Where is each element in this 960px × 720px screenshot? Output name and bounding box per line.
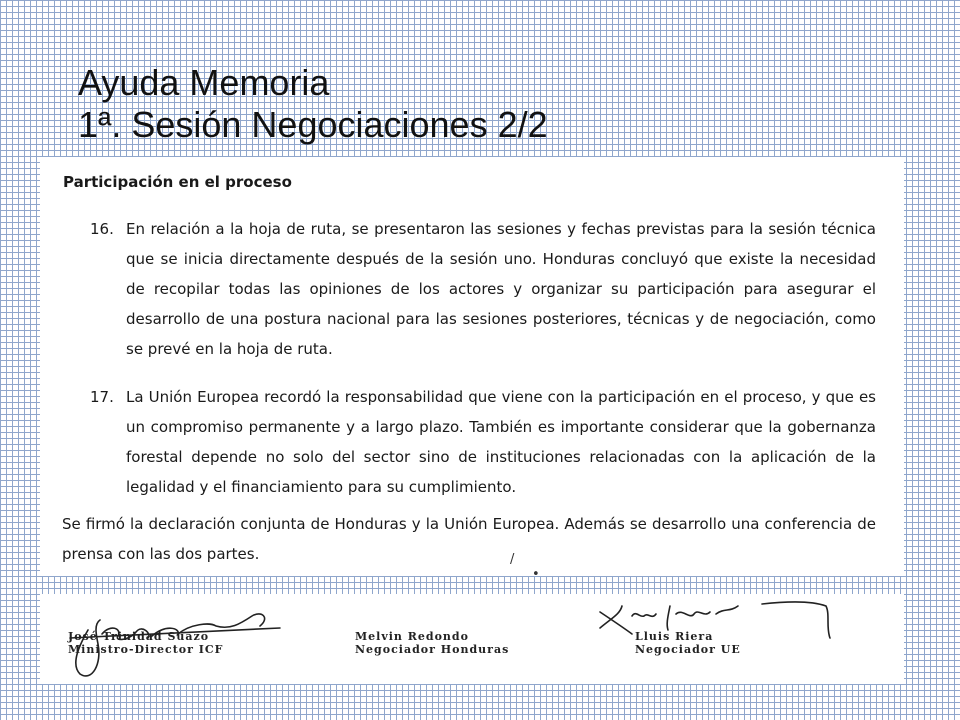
slide-title <box>78 62 548 146</box>
signatory-role: Negociador UE <box>635 643 741 656</box>
scan-mark: • <box>532 567 540 582</box>
signatory-3 <box>635 630 741 656</box>
section-heading: Participación en el proceso <box>63 173 292 191</box>
signatory-name: Lluis Riera <box>635 630 714 643</box>
scan-mark: / <box>510 552 515 567</box>
closing-paragraph: Se firmó la declaración conjunta de Honduras y la Unión Europea. Además se desarrollo una conferencia de prensa con las dos partes. <box>62 515 876 563</box>
slide-title-line-2: 1ª. Sesión Negociaciones 2/2 <box>78 104 548 145</box>
item-number: 16. <box>90 220 114 238</box>
signatory-role: Negociador Honduras <box>355 643 510 656</box>
signatory-2 <box>355 630 509 656</box>
signatory-name: Melvin Redondo <box>355 630 469 643</box>
slide-title-line-1: Ayuda Memoria <box>78 62 330 103</box>
signature-block <box>40 594 904 684</box>
numbered-item-17 <box>90 382 876 502</box>
signatory-name: José Trinidad Suazo <box>68 630 210 643</box>
scanned-document <box>40 157 904 582</box>
item-text: La Unión Europea recordó la responsabilidad que viene con la participación en el proceso, y que es un compromiso permanente y a largo plazo. También es importante considerar que la gobernanza forestal depende no solo del sector sino de instituciones relacionadas con la aplicación de la legalidad y el financiamiento para su cumplimiento. <box>126 388 876 496</box>
numbered-item-16 <box>90 214 876 364</box>
item-text: En relación a la hoja de ruta, se presentaron las sesiones y fechas previstas para la sesión técnica que se inicia directamente después de la sesión uno. Honduras concluyó que existe la necesidad de recopilar todas las opiniones de los actores y organizar su participación para asegurar el desarrollo de una postura nacional para las sesiones posteriores, técnicas y de negociación, como se prevé en la hoja de ruta. <box>126 220 876 358</box>
signatory-1 <box>68 630 223 656</box>
item-number: 17. <box>90 388 114 406</box>
signatory-role: Ministro-Director ICF <box>68 643 224 656</box>
